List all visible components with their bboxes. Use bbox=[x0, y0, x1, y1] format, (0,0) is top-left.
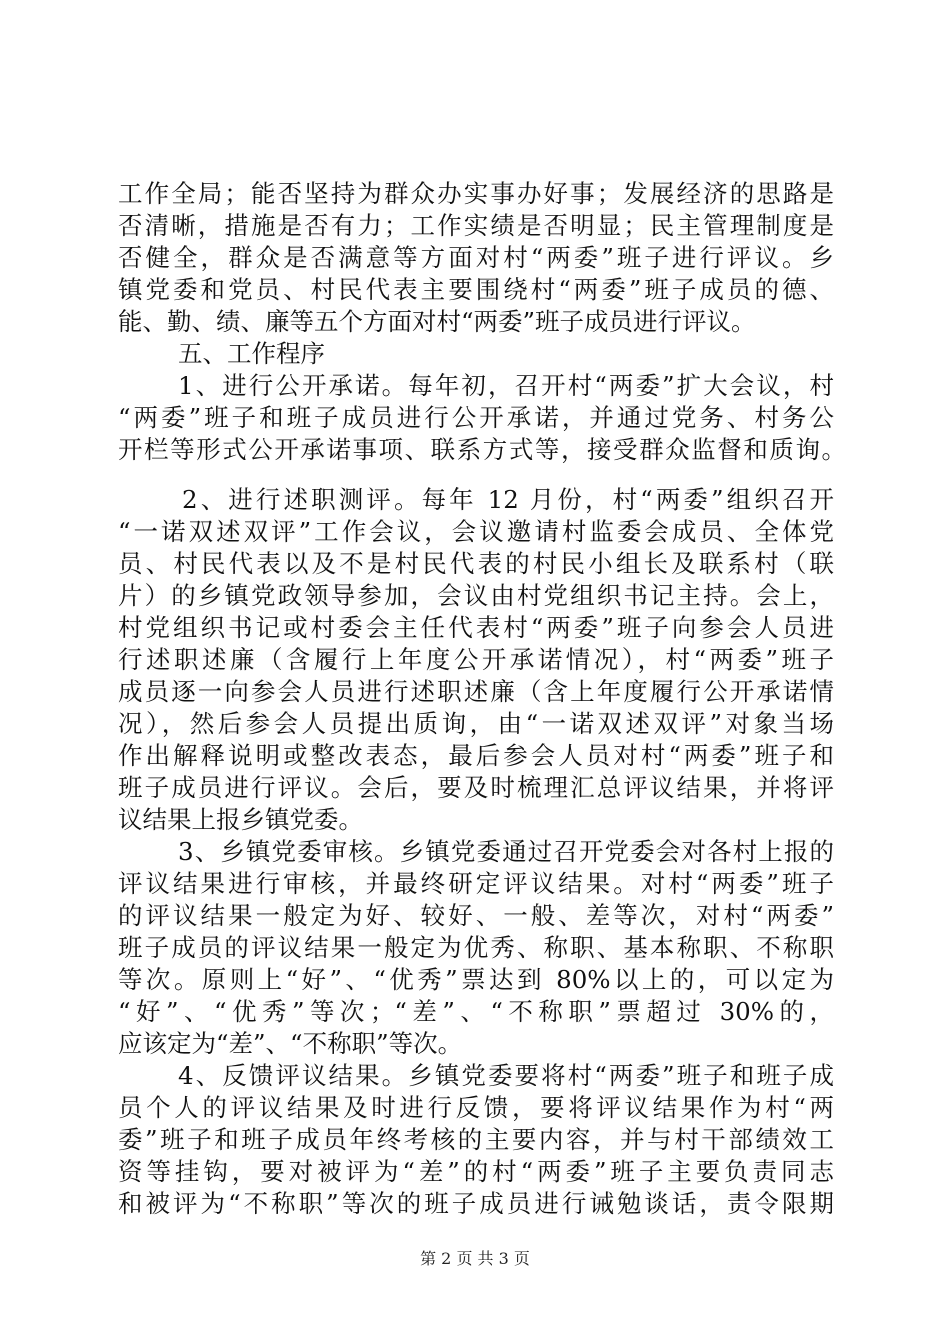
text-line: 行述职述廉（含履行上年度公开承诺情况），村“两委”班子 bbox=[118, 645, 834, 674]
text-line: 议结果上报乡镇党委。 bbox=[118, 805, 363, 834]
text-line: 应该定为“差”、“不称职”等次。 bbox=[118, 1029, 463, 1058]
text-line: 和被评为“不称职”等次的班子成员进行诫勉谈话，责令限期 bbox=[118, 1189, 834, 1218]
text-line: 4、反馈评议结果。乡镇党委要将村“两委”班子和班子成 bbox=[178, 1061, 834, 1090]
text-line: 作出解释说明或整改表态，最后参会人员对村“两委”班子和 bbox=[118, 741, 834, 770]
text-line: 等次。原则上“好”、“优秀”票达到 80%以上的，可以定为 bbox=[118, 965, 834, 994]
text-line: 否健全，群众是否满意等方面对村“两委”班子进行评议。乡 bbox=[118, 243, 834, 272]
text-line: 班子成员的评议结果一般定为优秀、称职、基本称职、不称职 bbox=[118, 933, 834, 962]
text-line: 村党组织书记或村委会主任代表村“两委”班子向参会人员进 bbox=[118, 613, 834, 642]
text-line: 2、进行述职测评。每年 12 月份，村“两委”组织召开 bbox=[182, 485, 834, 514]
text-line: 况），然后参会人员提出质询，由“一诺双述双评”对象当场 bbox=[118, 709, 834, 738]
text-line: 否清晰，措施是否有力；工作实绩是否明显；民主管理制度是 bbox=[118, 211, 834, 240]
text-line: 成员逐一向参会人员进行述职述廉（含上年度履行公开承诺情 bbox=[118, 677, 834, 706]
text-line: “两委”班子和班子成员进行公开承诺，并通过党务、村务公 bbox=[118, 403, 834, 432]
text-line: 能、勤、绩、廉等五个方面对村“两委”班子成员进行评议。 bbox=[118, 307, 756, 336]
text-line: 3、乡镇党委审核。乡镇党委通过召开党委会对各村上报的 bbox=[178, 837, 834, 866]
text-line: “好”、“优秀”等次；“差”、“不称职”票超过 30%的， bbox=[118, 997, 834, 1026]
text-line: 1、进行公开承诺。每年初，召开村“两委”扩大会议，村 bbox=[178, 371, 834, 400]
page-footer: 第 2 页 共 3 页 bbox=[420, 1249, 530, 1268]
text-line: 的评议结果一般定为好、较好、一般、差等次，对村“两委” bbox=[118, 901, 834, 930]
text-line: 班子成员进行评议。会后，要及时梳理汇总评议结果，并将评 bbox=[118, 773, 834, 802]
section-heading: 五、工作程序 bbox=[178, 339, 325, 368]
text-line: 评议结果进行审核，并最终研定评议结果。对村“两委”班子 bbox=[118, 869, 834, 898]
text-line: 工作全局；能否坚持为群众办实事办好事；发展经济的思路是 bbox=[118, 179, 834, 208]
text-line: 片）的乡镇党政领导参加，会议由村党组织书记主持。会上， bbox=[118, 581, 834, 610]
text-line: 委”班子和班子成员年终考核的主要内容，并与村干部绩效工 bbox=[118, 1125, 834, 1154]
text-line: 开栏等形式公开承诺事项、联系方式等，接受群众监督和质询。 bbox=[118, 435, 846, 464]
text-line: 员个人的评议结果及时进行反馈，要将评议结果作为村“两 bbox=[118, 1093, 834, 1122]
text-line: 资等挂钩，要对被评为“差”的村“两委”班子主要负责同志 bbox=[118, 1157, 834, 1186]
text-line: 镇党委和党员、村民代表主要围绕村“两委”班子成员的德、 bbox=[118, 275, 834, 304]
text-line: 员、村民代表以及不是村民代表的村民小组长及联系村（联 bbox=[118, 549, 834, 578]
text-line: “一诺双述双评”工作会议，会议邀请村监委会成员、全体党 bbox=[118, 517, 834, 546]
